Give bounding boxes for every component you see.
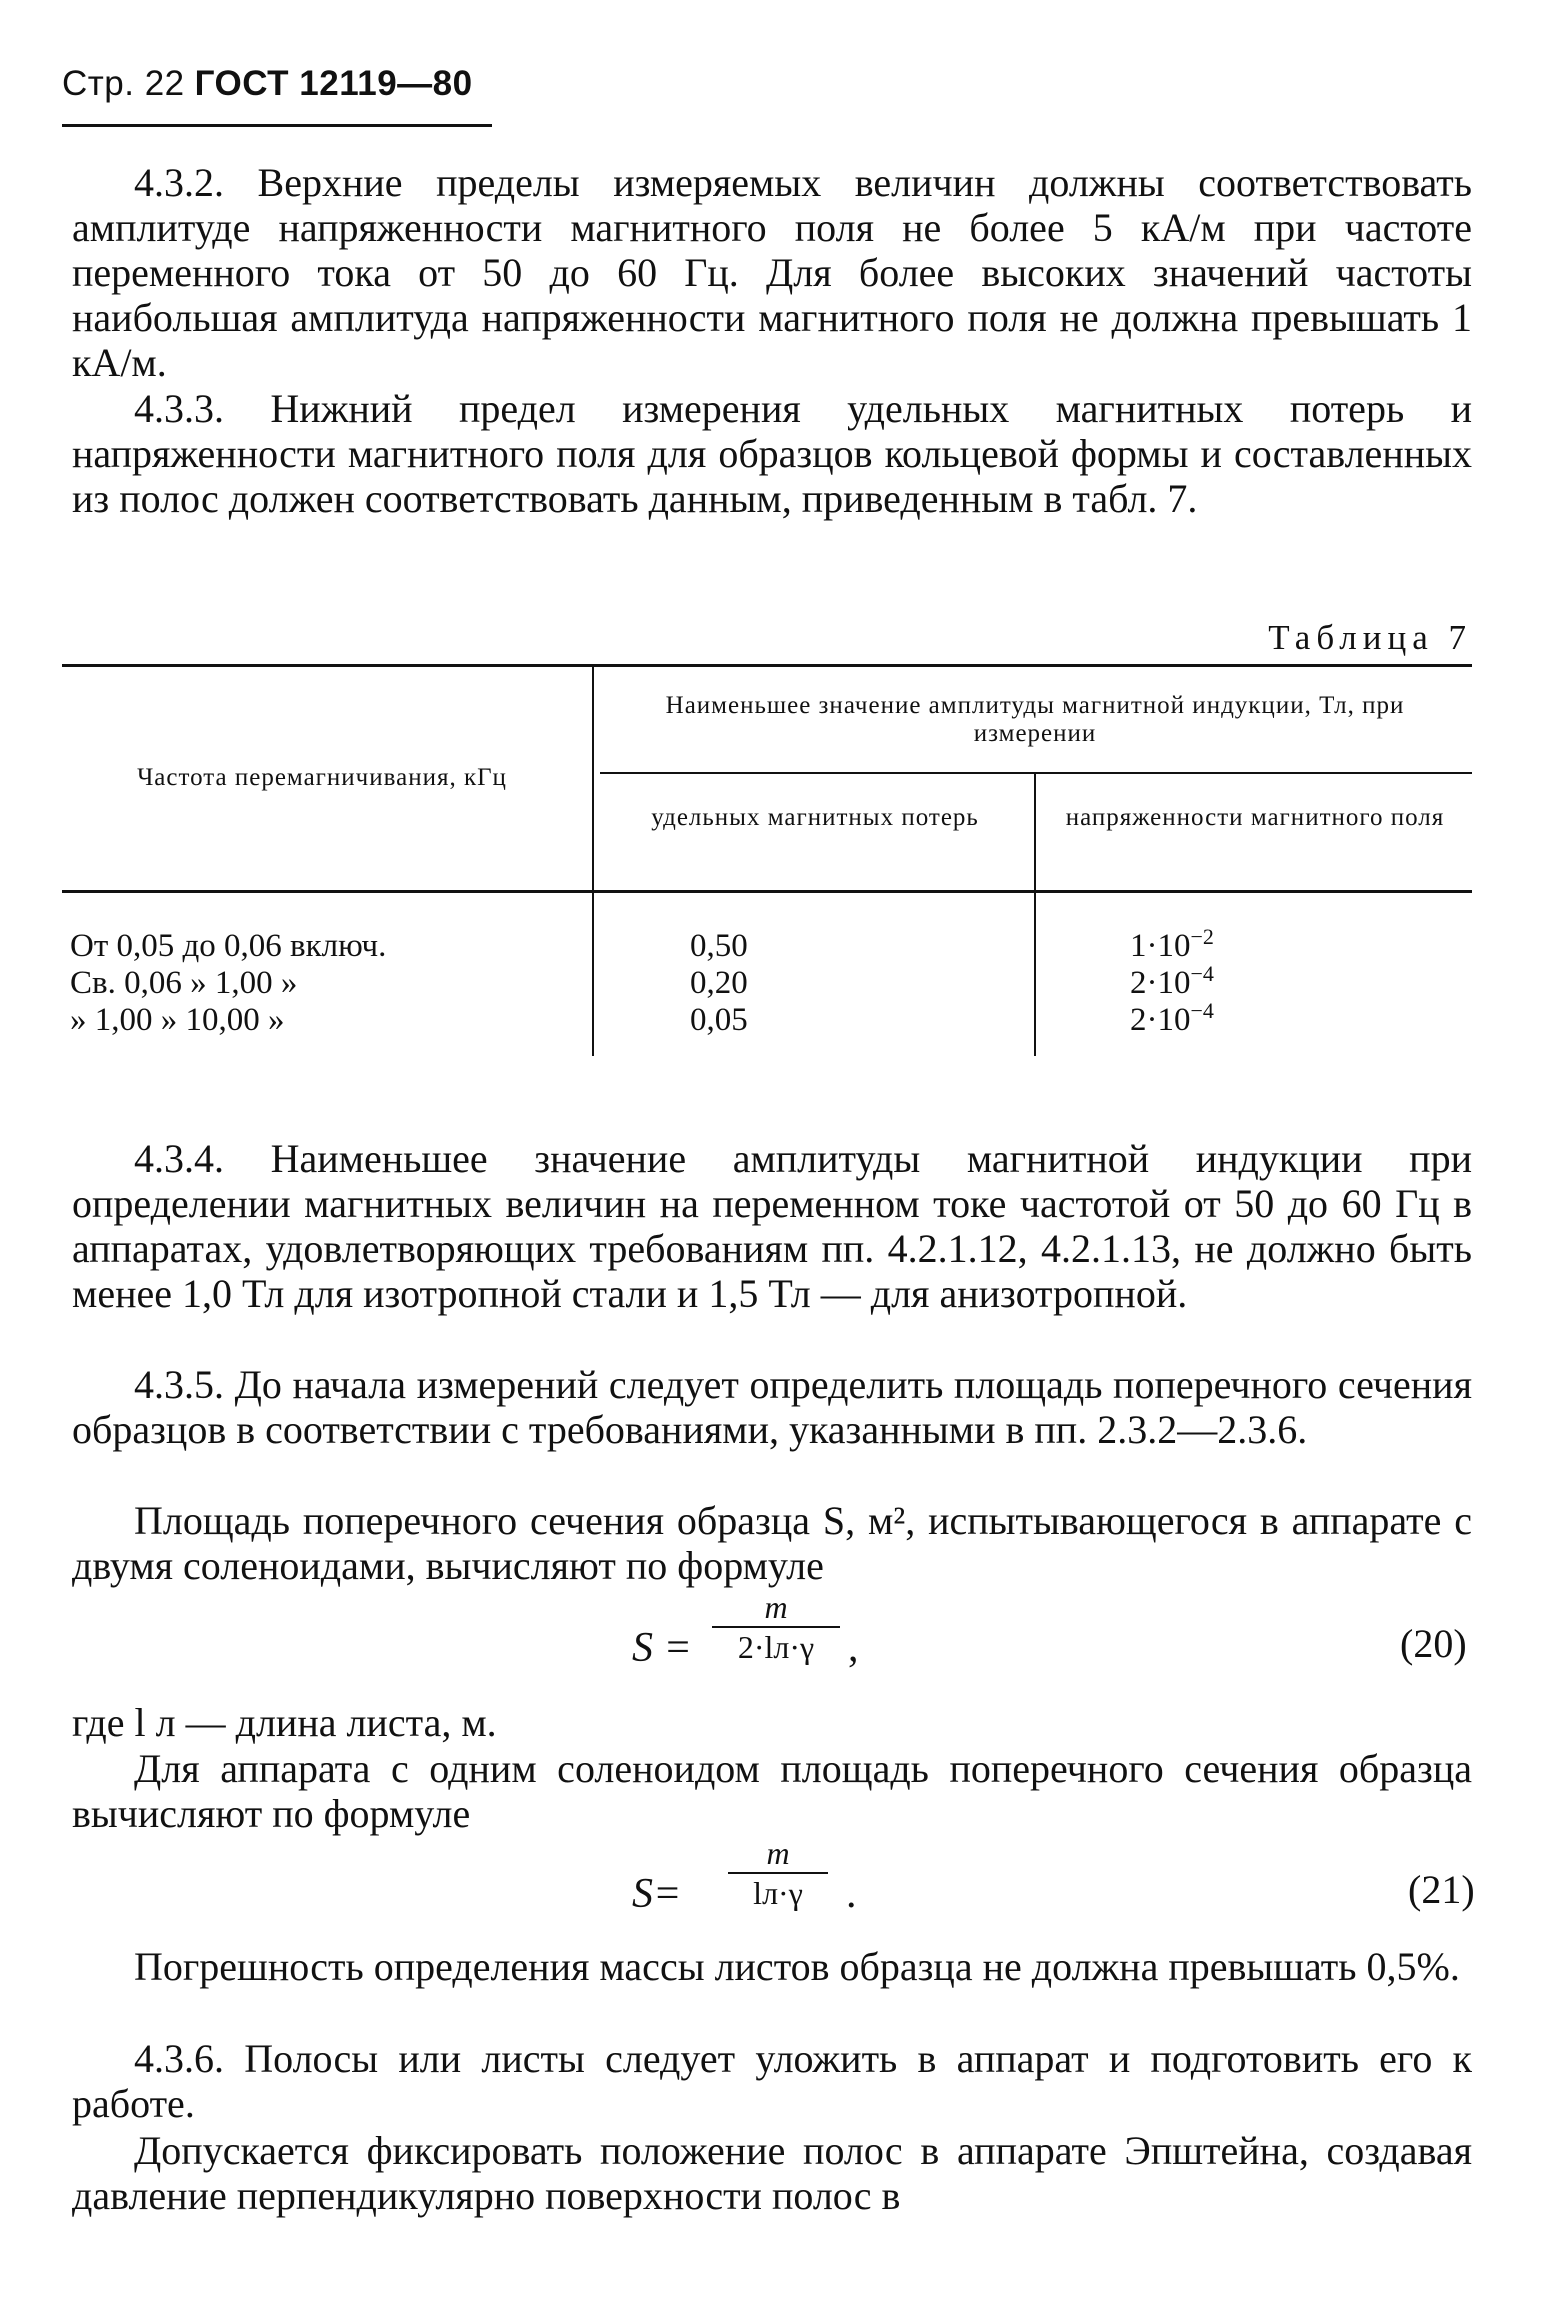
- page-label: Стр. 22: [62, 64, 185, 103]
- paragraph-where: где l л — длина листа, м.: [72, 1700, 497, 1745]
- table-row-1-field: [1130, 924, 1214, 965]
- table-row-3-field-mantissa: 2·10: [1130, 1002, 1191, 1038]
- table-top-rule: [62, 664, 1472, 667]
- table-row-3-field-exponent: −4: [1190, 998, 1214, 1023]
- paragraph-area: Площадь поперечного сечения образца S, м², испытывающегося в аппарате с двумя соленоидами, вычисляют по формуле: [72, 1498, 1472, 1588]
- formula-21-lhs: S=: [632, 1871, 682, 1917]
- th-group: Наименьшее значение амплитуды магнитной индукции, Тл, при измерении: [665, 692, 1405, 747]
- paragraph-4-3-2: 4.3.2. Верхние пределы измеряемых величин должны соответствовать амплитуде напряженности магнитного поля не более 5 кА/м при частоте переменного тока от 50 до 60 Гц. Для более высоких значений частоты наибольшая амплитуда напряженности магнитного поля не должна превышать 1 кА/м.: [72, 160, 1472, 385]
- table-row-2-field: [1130, 961, 1214, 1002]
- formula-21-fraction: [728, 1836, 828, 1910]
- table-row-2-losses: 0,20: [690, 965, 748, 1001]
- paragraph-4-3-3: 4.3.3. Нижний предел измерения удельных магнитных потерь и напряженности магнитного поля для образцов кольцевой формы и составленных из полос должен соответствовать данным, приведенным в табл. 7.: [72, 386, 1472, 521]
- formula-21-numerator: m: [766, 1835, 790, 1871]
- table-subheader-rule: [600, 772, 1472, 774]
- standard-number: ГОСТ 12119—80: [194, 64, 473, 103]
- formula-20-lhs: S =: [632, 1625, 692, 1671]
- table-row-2-field-mantissa: 2·10: [1130, 965, 1191, 1001]
- formula-21-fraction-bar: [728, 1872, 828, 1874]
- table-vline-1: [592, 666, 594, 1056]
- page-header: [62, 64, 473, 104]
- paragraph-4-3-5: 4.3.5. До начала измерений следует определить площадь поперечного сечения образцов в соответствии с требованиями, указанными в пп. 2.3.2—2.3.6.: [72, 1362, 1472, 1452]
- table-row-1-losses: 0,50: [690, 928, 748, 964]
- table-caption: Таблица 7: [1268, 618, 1472, 657]
- paragraph-4-3-4: 4.3.4. Наименьшее значение амплитуды магнитной индукции при определении магнитных величин на переменном токе частотой от 50 до 60 Гц в аппаратах, удовлетворяющих требованиям пп. 4.2.1.12, 4.2.1.13, не должно быть менее 1,0 Тл для изотропной стали и 1,5 Тл — для анизотропной.: [72, 1136, 1472, 1316]
- th-losses: удельных магнитных потерь: [651, 804, 979, 831]
- formula-20: [0, 1590, 1552, 1690]
- table-row-3-field: [1130, 998, 1214, 1039]
- formula-20-tail: ,: [848, 1625, 859, 1671]
- paragraph-allowed: Допускается фиксировать положение полос в аппарате Эпштейна, создавая давление перпендикулярно поверхности полос в: [72, 2128, 1472, 2218]
- formula-21-number: (21): [1408, 1867, 1475, 1912]
- table-row-3-freq: » 1,00 » 10,00 »: [70, 1002, 285, 1038]
- table-row-2-freq: Св. 0,06 » 1,00 »: [70, 965, 298, 1001]
- th-field: напряженности магнитного поля: [1065, 804, 1445, 831]
- formula-20-fraction: [712, 1590, 840, 1664]
- formula-20-fraction-bar: [712, 1626, 840, 1628]
- formula-20-denominator: 2·lл·γ: [737, 1629, 815, 1665]
- paragraph-4-3-6: 4.3.6. Полосы или листы следует уложить в аппарат и подготовить его к работе.: [72, 2036, 1472, 2126]
- formula-21-denominator: lл·γ: [753, 1875, 803, 1911]
- formula-21-tail: .: [846, 1871, 857, 1917]
- th-frequency: Частота перемагничивания, кГц: [137, 764, 507, 791]
- table-row-1-field-mantissa: 1·10: [1130, 928, 1191, 964]
- formula-21: [0, 1836, 1552, 1936]
- table-row-1-field-exponent: −2: [1190, 924, 1214, 949]
- paragraph-one-solenoid: Для аппарата с одним соленоидом площадь поперечного сечения образца вычисляют по формуле: [72, 1746, 1472, 1836]
- formula-20-numerator: m: [764, 1589, 788, 1625]
- header-rule: [62, 124, 492, 127]
- table-row-2-field-exponent: −4: [1190, 961, 1214, 986]
- table-vline-2: [1034, 774, 1036, 1056]
- paragraph-error: Погрешность определения массы листов образца не должна превышать 0,5%.: [134, 1944, 1460, 1989]
- formula-20-number: (20): [1400, 1621, 1467, 1666]
- table-header-bottom-rule: [62, 890, 1472, 893]
- table-row-3-losses: 0,05: [690, 1002, 748, 1038]
- table-row-1-freq: От 0,05 до 0,06 включ.: [70, 928, 387, 964]
